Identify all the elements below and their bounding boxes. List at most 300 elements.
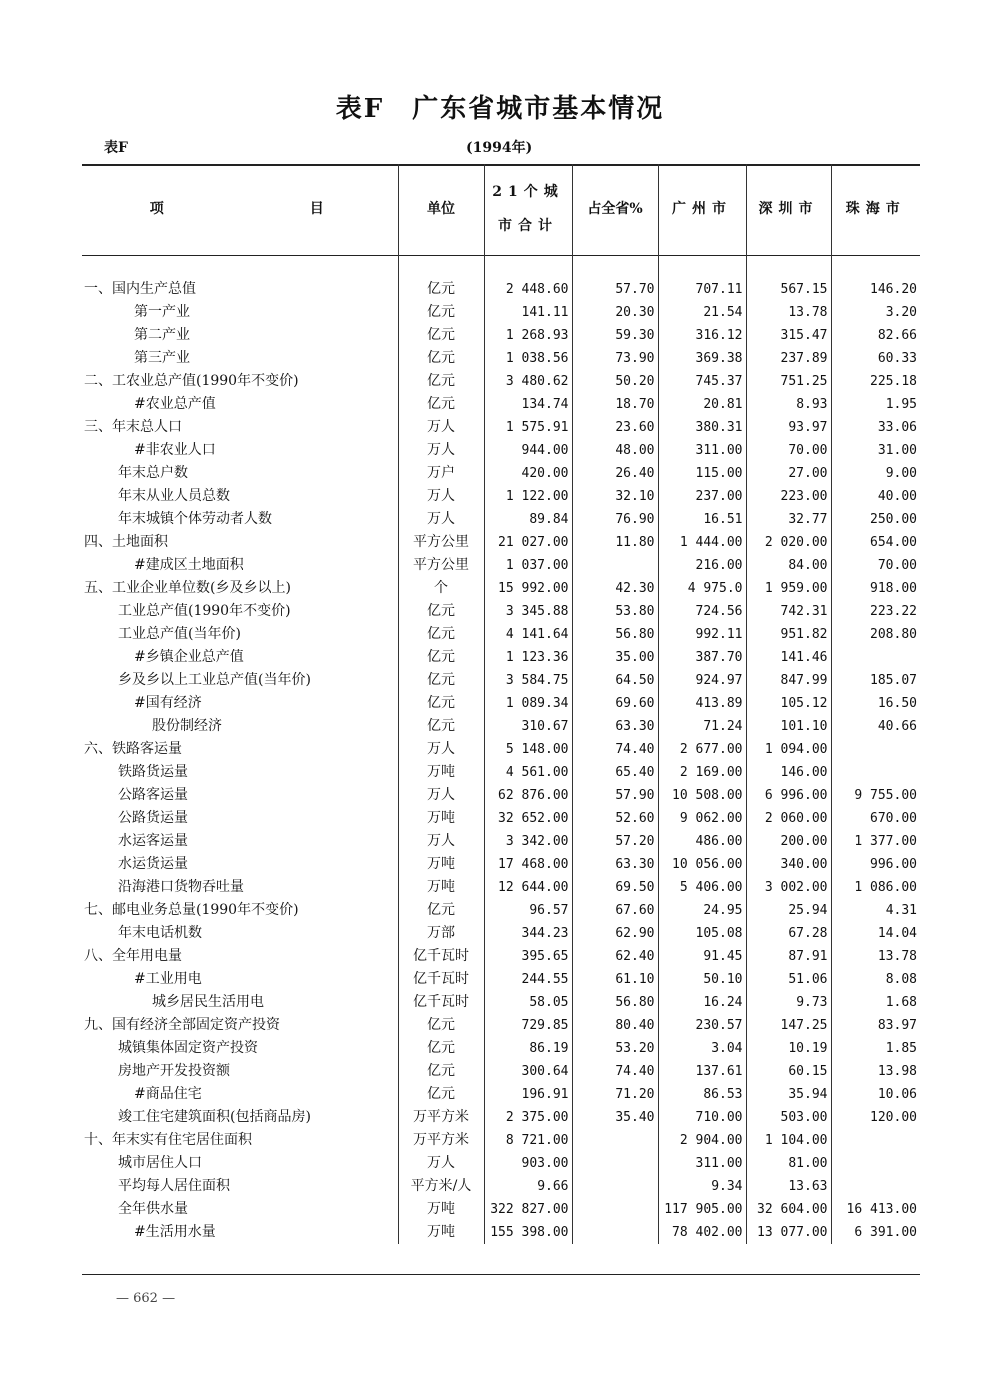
table-row bbox=[82, 715, 920, 738]
row-guangzhou: 91.45 bbox=[658, 945, 746, 968]
row-shenzhen: 81.00 bbox=[746, 1152, 831, 1175]
row-shenzhen: 13 077.00 bbox=[746, 1221, 831, 1244]
row-unit: 亿元 bbox=[398, 692, 484, 715]
row-share: 52.60 bbox=[572, 807, 658, 830]
row-unit: 亿元 bbox=[398, 715, 484, 738]
row-total: 944.00 bbox=[484, 439, 572, 462]
row-unit: 平方公里 bbox=[398, 531, 484, 554]
row-zhuhai bbox=[831, 1152, 920, 1175]
row-total: 96.57 bbox=[484, 899, 572, 922]
table-row bbox=[82, 531, 920, 554]
row-shenzhen: 27.00 bbox=[746, 462, 831, 485]
table-label: 表F bbox=[104, 140, 128, 156]
row-zhuhai: 670.00 bbox=[831, 807, 920, 830]
table-body bbox=[82, 254, 920, 1244]
row-item: #乡镇企业总产值 bbox=[134, 649, 244, 665]
row-total: 300.64 bbox=[484, 1060, 572, 1083]
row-zhuhai: 185.07 bbox=[831, 669, 920, 692]
row-unit: 亿元 bbox=[398, 1083, 484, 1106]
row-share bbox=[572, 1221, 658, 1244]
row-unit: 亿元 bbox=[398, 1014, 484, 1037]
row-zhuhai: 31.00 bbox=[831, 439, 920, 462]
row-total: 395.65 bbox=[484, 945, 572, 968]
row-item: 六、铁路客运量 bbox=[84, 741, 182, 757]
row-item: 水运货运量 bbox=[118, 856, 188, 872]
row-total: 4 141.64 bbox=[484, 623, 572, 646]
table-row bbox=[82, 853, 920, 876]
row-unit: 万吨 bbox=[398, 853, 484, 876]
row-share: 50.20 bbox=[572, 370, 658, 393]
row-zhuhai: 13.78 bbox=[831, 945, 920, 968]
row-shenzhen: 32.77 bbox=[746, 508, 831, 531]
row-zhuhai: 82.66 bbox=[831, 324, 920, 347]
row-item: 九、国有经济全部固定资产投资 bbox=[84, 1017, 280, 1033]
row-guangzhou: 16.51 bbox=[658, 508, 746, 531]
row-unit: 万吨 bbox=[398, 807, 484, 830]
row-zhuhai: 654.00 bbox=[831, 531, 920, 554]
row-total: 322 827.00 bbox=[484, 1198, 572, 1221]
row-item: 工业总产值(1990年不变价) bbox=[118, 603, 291, 619]
row-item: 全年供水量 bbox=[118, 1201, 188, 1217]
row-item: #商品住宅 bbox=[134, 1086, 202, 1102]
row-zhuhai: 9.00 bbox=[831, 462, 920, 485]
row-total: 3 584.75 bbox=[484, 669, 572, 692]
table-row bbox=[82, 646, 920, 669]
row-item: 城镇集体固定资产投资 bbox=[118, 1040, 258, 1056]
row-zhuhai bbox=[831, 738, 920, 761]
row-share: 57.70 bbox=[572, 278, 658, 301]
row-unit: 万吨 bbox=[398, 761, 484, 784]
row-guangzhou: 387.70 bbox=[658, 646, 746, 669]
table-row bbox=[82, 324, 920, 347]
row-share: 61.10 bbox=[572, 968, 658, 991]
row-unit: 万吨 bbox=[398, 1221, 484, 1244]
row-shenzhen: 1 104.00 bbox=[746, 1129, 831, 1152]
row-guangzhou: 724.56 bbox=[658, 600, 746, 623]
table-row bbox=[82, 1037, 920, 1060]
row-guangzhou: 316.12 bbox=[658, 324, 746, 347]
row-total: 32 652.00 bbox=[484, 807, 572, 830]
row-zhuhai: 1 086.00 bbox=[831, 876, 920, 899]
row-item: 十、年末实有住宅居住面积 bbox=[84, 1132, 252, 1148]
row-share: 20.30 bbox=[572, 301, 658, 324]
row-unit: 万平方米 bbox=[398, 1106, 484, 1129]
bottom-rule bbox=[82, 1274, 920, 1275]
table-row bbox=[82, 761, 920, 784]
row-share: 18.70 bbox=[572, 393, 658, 416]
row-total: 344.23 bbox=[484, 922, 572, 945]
row-item: 二、工农业总产值(1990年不变价) bbox=[84, 373, 299, 389]
row-total: 1 268.93 bbox=[484, 324, 572, 347]
row-item: 公路客运量 bbox=[118, 787, 188, 803]
row-unit: 万人 bbox=[398, 738, 484, 761]
row-item: 工业总产值(当年价) bbox=[118, 626, 241, 642]
table-row bbox=[82, 485, 920, 508]
row-total: 729.85 bbox=[484, 1014, 572, 1037]
row-zhuhai: 70.00 bbox=[831, 554, 920, 577]
row-guangzhou: 50.10 bbox=[658, 968, 746, 991]
table-row bbox=[82, 968, 920, 991]
row-zhuhai: 60.33 bbox=[831, 347, 920, 370]
row-shenzhen: 9.73 bbox=[746, 991, 831, 1014]
row-share: 71.20 bbox=[572, 1083, 658, 1106]
row-guangzhou: 710.00 bbox=[658, 1106, 746, 1129]
row-share: 26.40 bbox=[572, 462, 658, 485]
row-total: 134.74 bbox=[484, 393, 572, 416]
row-item: 沿海港口货物吞吐量 bbox=[118, 879, 244, 895]
data-table-wrapper bbox=[82, 164, 920, 1244]
row-guangzhou: 230.57 bbox=[658, 1014, 746, 1037]
row-total: 3 345.88 bbox=[484, 600, 572, 623]
row-item: #国有经济 bbox=[134, 695, 202, 711]
row-zhuhai: 83.97 bbox=[831, 1014, 920, 1037]
row-guangzhou: 10 508.00 bbox=[658, 784, 746, 807]
row-unit: 亿元 bbox=[398, 393, 484, 416]
row-zhuhai: 16 413.00 bbox=[831, 1198, 920, 1221]
row-share: 32.10 bbox=[572, 485, 658, 508]
row-item: 七、邮电业务总量(1990年不变价) bbox=[84, 902, 299, 918]
row-guangzhou: 486.00 bbox=[658, 830, 746, 853]
row-shenzhen: 951.82 bbox=[746, 623, 831, 646]
row-unit: 万人 bbox=[398, 830, 484, 853]
row-guangzhou: 311.00 bbox=[658, 1152, 746, 1175]
spacer-row bbox=[82, 254, 920, 278]
row-total: 141.11 bbox=[484, 301, 572, 324]
table-row bbox=[82, 301, 920, 324]
row-total: 15 992.00 bbox=[484, 577, 572, 600]
row-total: 310.67 bbox=[484, 715, 572, 738]
row-unit: 平方米/人 bbox=[398, 1175, 484, 1198]
table-row bbox=[82, 278, 920, 301]
row-total: 244.55 bbox=[484, 968, 572, 991]
row-total: 8 721.00 bbox=[484, 1129, 572, 1152]
row-zhuhai bbox=[831, 1129, 920, 1152]
row-shenzhen: 200.00 bbox=[746, 830, 831, 853]
row-shenzhen: 1 959.00 bbox=[746, 577, 831, 600]
row-shenzhen: 340.00 bbox=[746, 853, 831, 876]
row-item: 年末总户数 bbox=[118, 465, 188, 481]
table-row bbox=[82, 600, 920, 623]
header-unit: 单位 bbox=[398, 164, 484, 254]
row-shenzhen: 6 996.00 bbox=[746, 784, 831, 807]
row-guangzhou: 2 169.00 bbox=[658, 761, 746, 784]
row-zhuhai: 1 377.00 bbox=[831, 830, 920, 853]
row-zhuhai: 10.06 bbox=[831, 1083, 920, 1106]
row-unit: 个 bbox=[398, 577, 484, 600]
row-guangzhou: 369.38 bbox=[658, 347, 746, 370]
row-unit: 亿千瓦时 bbox=[398, 945, 484, 968]
row-zhuhai bbox=[831, 761, 920, 784]
row-item: 水运客运量 bbox=[118, 833, 188, 849]
row-shenzhen: 13.63 bbox=[746, 1175, 831, 1198]
table-row bbox=[82, 738, 920, 761]
row-zhuhai: 1.68 bbox=[831, 991, 920, 1014]
row-zhuhai: 8.08 bbox=[831, 968, 920, 991]
row-item: 乡及乡以上工业总产值(当年价) bbox=[118, 672, 311, 688]
row-item: 第二产业 bbox=[134, 327, 190, 343]
row-shenzhen: 25.94 bbox=[746, 899, 831, 922]
row-share: 64.50 bbox=[572, 669, 658, 692]
row-share: 73.90 bbox=[572, 347, 658, 370]
row-guangzhou: 71.24 bbox=[658, 715, 746, 738]
row-unit: 亿元 bbox=[398, 899, 484, 922]
row-unit: 亿千瓦时 bbox=[398, 991, 484, 1014]
header-total bbox=[484, 164, 572, 254]
table-row bbox=[82, 439, 920, 462]
row-total: 3 480.62 bbox=[484, 370, 572, 393]
table-row bbox=[82, 669, 920, 692]
row-shenzhen: 503.00 bbox=[746, 1106, 831, 1129]
row-zhuhai bbox=[831, 646, 920, 669]
row-unit: 万人 bbox=[398, 784, 484, 807]
table-row bbox=[82, 1221, 920, 1244]
row-guangzhou: 2 677.00 bbox=[658, 738, 746, 761]
row-total: 62 876.00 bbox=[484, 784, 572, 807]
row-guangzhou: 1 444.00 bbox=[658, 531, 746, 554]
row-shenzhen: 70.00 bbox=[746, 439, 831, 462]
row-unit: 平方公里 bbox=[398, 554, 484, 577]
row-unit: 万吨 bbox=[398, 1198, 484, 1221]
row-total: 196.91 bbox=[484, 1083, 572, 1106]
row-item: 城市居住人口 bbox=[118, 1155, 202, 1171]
row-item: 铁路货运量 bbox=[118, 764, 188, 780]
row-guangzhou: 745.37 bbox=[658, 370, 746, 393]
row-unit: 亿元 bbox=[398, 278, 484, 301]
row-share: 11.80 bbox=[572, 531, 658, 554]
row-share: 53.20 bbox=[572, 1037, 658, 1060]
row-unit: 万人 bbox=[398, 439, 484, 462]
row-shenzhen: 84.00 bbox=[746, 554, 831, 577]
row-total: 5 148.00 bbox=[484, 738, 572, 761]
row-unit: 亿元 bbox=[398, 324, 484, 347]
page-number: — 662 — bbox=[116, 1291, 176, 1306]
table-row bbox=[82, 1152, 920, 1175]
row-unit: 万人 bbox=[398, 416, 484, 439]
header-guangzhou: 广州市 bbox=[658, 164, 746, 254]
row-zhuhai: 40.00 bbox=[831, 485, 920, 508]
table-row bbox=[82, 1060, 920, 1083]
row-total: 1 089.34 bbox=[484, 692, 572, 715]
row-share: 59.30 bbox=[572, 324, 658, 347]
row-shenzhen: 847.99 bbox=[746, 669, 831, 692]
row-guangzhou: 78 402.00 bbox=[658, 1221, 746, 1244]
table-row bbox=[82, 1106, 920, 1129]
row-shenzhen: 93.97 bbox=[746, 416, 831, 439]
row-guangzhou: 311.00 bbox=[658, 439, 746, 462]
row-zhuhai: 16.50 bbox=[831, 692, 920, 715]
row-share: 53.80 bbox=[572, 600, 658, 623]
row-unit: 万人 bbox=[398, 1152, 484, 1175]
row-unit: 万吨 bbox=[398, 876, 484, 899]
row-share: 23.60 bbox=[572, 416, 658, 439]
row-item: #生活用水量 bbox=[134, 1224, 216, 1240]
row-guangzhou: 924.97 bbox=[658, 669, 746, 692]
row-shenzhen: 223.00 bbox=[746, 485, 831, 508]
page-title: 表F 广东省城市基本情况 bbox=[335, 94, 665, 124]
row-share: 56.80 bbox=[572, 623, 658, 646]
row-share: 67.60 bbox=[572, 899, 658, 922]
row-total: 155 398.00 bbox=[484, 1221, 572, 1244]
row-share: 57.90 bbox=[572, 784, 658, 807]
table-row bbox=[82, 922, 920, 945]
table-row bbox=[82, 784, 920, 807]
table-row bbox=[82, 1198, 920, 1221]
row-guangzhou: 707.11 bbox=[658, 278, 746, 301]
row-unit: 亿元 bbox=[398, 1037, 484, 1060]
row-zhuhai: 225.18 bbox=[831, 370, 920, 393]
row-zhuhai: 4.31 bbox=[831, 899, 920, 922]
table-row bbox=[82, 899, 920, 922]
row-guangzhou: 9 062.00 bbox=[658, 807, 746, 830]
row-unit: 万人 bbox=[398, 485, 484, 508]
row-total: 1 122.00 bbox=[484, 485, 572, 508]
row-shenzhen: 10.19 bbox=[746, 1037, 831, 1060]
row-total: 4 561.00 bbox=[484, 761, 572, 784]
row-unit: 亿元 bbox=[398, 669, 484, 692]
row-unit: 万人 bbox=[398, 508, 484, 531]
row-total: 3 342.00 bbox=[484, 830, 572, 853]
table-row bbox=[82, 945, 920, 968]
row-total: 58.05 bbox=[484, 991, 572, 1014]
row-total: 89.84 bbox=[484, 508, 572, 531]
row-guangzhou: 137.61 bbox=[658, 1060, 746, 1083]
row-shenzhen: 8.93 bbox=[746, 393, 831, 416]
row-unit: 万部 bbox=[398, 922, 484, 945]
header-shenzhen: 深圳市 bbox=[746, 164, 831, 254]
row-item: #非农业人口 bbox=[134, 442, 216, 458]
row-total: 420.00 bbox=[484, 462, 572, 485]
table-row bbox=[82, 876, 920, 899]
row-share: 42.30 bbox=[572, 577, 658, 600]
row-guangzhou: 105.08 bbox=[658, 922, 746, 945]
row-item: 三、年末总人口 bbox=[84, 419, 182, 435]
row-unit: 亿千瓦时 bbox=[398, 968, 484, 991]
row-zhuhai: 223.22 bbox=[831, 600, 920, 623]
table-row bbox=[82, 1129, 920, 1152]
row-total: 2 375.00 bbox=[484, 1106, 572, 1129]
row-shenzhen: 141.46 bbox=[746, 646, 831, 669]
row-zhuhai: 146.20 bbox=[831, 278, 920, 301]
row-unit: 万户 bbox=[398, 462, 484, 485]
row-item: 第三产业 bbox=[134, 350, 190, 366]
row-zhuhai: 40.66 bbox=[831, 715, 920, 738]
row-zhuhai: 120.00 bbox=[831, 1106, 920, 1129]
row-zhuhai: 33.06 bbox=[831, 416, 920, 439]
header-total-line1: 21个城 bbox=[492, 184, 564, 200]
row-share: 35.40 bbox=[572, 1106, 658, 1129]
table-row bbox=[82, 393, 920, 416]
data-table bbox=[82, 164, 920, 1244]
row-shenzhen: 147.25 bbox=[746, 1014, 831, 1037]
row-zhuhai: 14.04 bbox=[831, 922, 920, 945]
row-share: 69.50 bbox=[572, 876, 658, 899]
row-total: 12 644.00 bbox=[484, 876, 572, 899]
row-unit: 亿元 bbox=[398, 301, 484, 324]
row-shenzhen: 567.15 bbox=[746, 278, 831, 301]
row-item: 房地产开发投资额 bbox=[118, 1063, 230, 1079]
row-total: 86.19 bbox=[484, 1037, 572, 1060]
table-row bbox=[82, 1083, 920, 1106]
table-row bbox=[82, 692, 920, 715]
row-share: 62.90 bbox=[572, 922, 658, 945]
row-total: 1 575.91 bbox=[484, 416, 572, 439]
row-item: 年末城镇个体劳动者人数 bbox=[118, 511, 272, 527]
row-guangzhou: 5 406.00 bbox=[658, 876, 746, 899]
row-shenzhen: 237.89 bbox=[746, 347, 831, 370]
row-shenzhen: 315.47 bbox=[746, 324, 831, 347]
row-share bbox=[572, 554, 658, 577]
table-row bbox=[82, 1175, 920, 1198]
row-shenzhen: 742.31 bbox=[746, 600, 831, 623]
row-guangzhou: 413.89 bbox=[658, 692, 746, 715]
row-item: 四、土地面积 bbox=[84, 534, 168, 550]
row-zhuhai: 918.00 bbox=[831, 577, 920, 600]
row-guangzhou: 216.00 bbox=[658, 554, 746, 577]
row-guangzhou: 115.00 bbox=[658, 462, 746, 485]
row-item: 城乡居民生活用电 bbox=[152, 994, 264, 1010]
row-shenzhen: 35.94 bbox=[746, 1083, 831, 1106]
row-share: 80.40 bbox=[572, 1014, 658, 1037]
row-share: 63.30 bbox=[572, 853, 658, 876]
table-row bbox=[82, 554, 920, 577]
row-total: 1 038.56 bbox=[484, 347, 572, 370]
row-total: 903.00 bbox=[484, 1152, 572, 1175]
row-guangzhou: 3.04 bbox=[658, 1037, 746, 1060]
row-total: 21 027.00 bbox=[484, 531, 572, 554]
row-zhuhai: 3.20 bbox=[831, 301, 920, 324]
row-shenzhen: 3 002.00 bbox=[746, 876, 831, 899]
row-item: 五、工业企业单位数(乡及乡以上) bbox=[84, 580, 291, 596]
table-row bbox=[82, 370, 920, 393]
row-unit: 亿元 bbox=[398, 370, 484, 393]
row-item: 第一产业 bbox=[134, 304, 190, 320]
header-item: 项 目 bbox=[149, 201, 330, 217]
row-total: 9.66 bbox=[484, 1175, 572, 1198]
row-share: 56.80 bbox=[572, 991, 658, 1014]
header-total-line2: 市合计 bbox=[498, 218, 558, 234]
row-share: 69.60 bbox=[572, 692, 658, 715]
header-share: 占全省% bbox=[572, 164, 658, 254]
row-item: 一、国内生产总值 bbox=[84, 281, 196, 297]
row-share bbox=[572, 1198, 658, 1221]
row-zhuhai: 996.00 bbox=[831, 853, 920, 876]
row-shenzhen: 67.28 bbox=[746, 922, 831, 945]
row-share: 74.40 bbox=[572, 1060, 658, 1083]
row-item: 股份制经济 bbox=[152, 718, 222, 734]
row-guangzhou: 24.95 bbox=[658, 899, 746, 922]
row-shenzhen: 105.12 bbox=[746, 692, 831, 715]
row-share: 57.20 bbox=[572, 830, 658, 853]
row-share: 65.40 bbox=[572, 761, 658, 784]
row-shenzhen: 13.78 bbox=[746, 301, 831, 324]
row-share bbox=[572, 1175, 658, 1198]
row-shenzhen: 2 060.00 bbox=[746, 807, 831, 830]
row-zhuhai: 1.85 bbox=[831, 1037, 920, 1060]
table-year: (1994年) bbox=[466, 140, 533, 156]
row-item: 年末从业人员总数 bbox=[118, 488, 230, 504]
row-total: 17 468.00 bbox=[484, 853, 572, 876]
row-guangzhou: 380.31 bbox=[658, 416, 746, 439]
row-share: 63.30 bbox=[572, 715, 658, 738]
row-zhuhai: 1.95 bbox=[831, 393, 920, 416]
table-row bbox=[82, 991, 920, 1014]
row-share bbox=[572, 1152, 658, 1175]
row-unit: 亿元 bbox=[398, 623, 484, 646]
row-total: 1 037.00 bbox=[484, 554, 572, 577]
row-shenzhen: 751.25 bbox=[746, 370, 831, 393]
row-share: 74.40 bbox=[572, 738, 658, 761]
row-item: #建成区土地面积 bbox=[134, 557, 244, 573]
